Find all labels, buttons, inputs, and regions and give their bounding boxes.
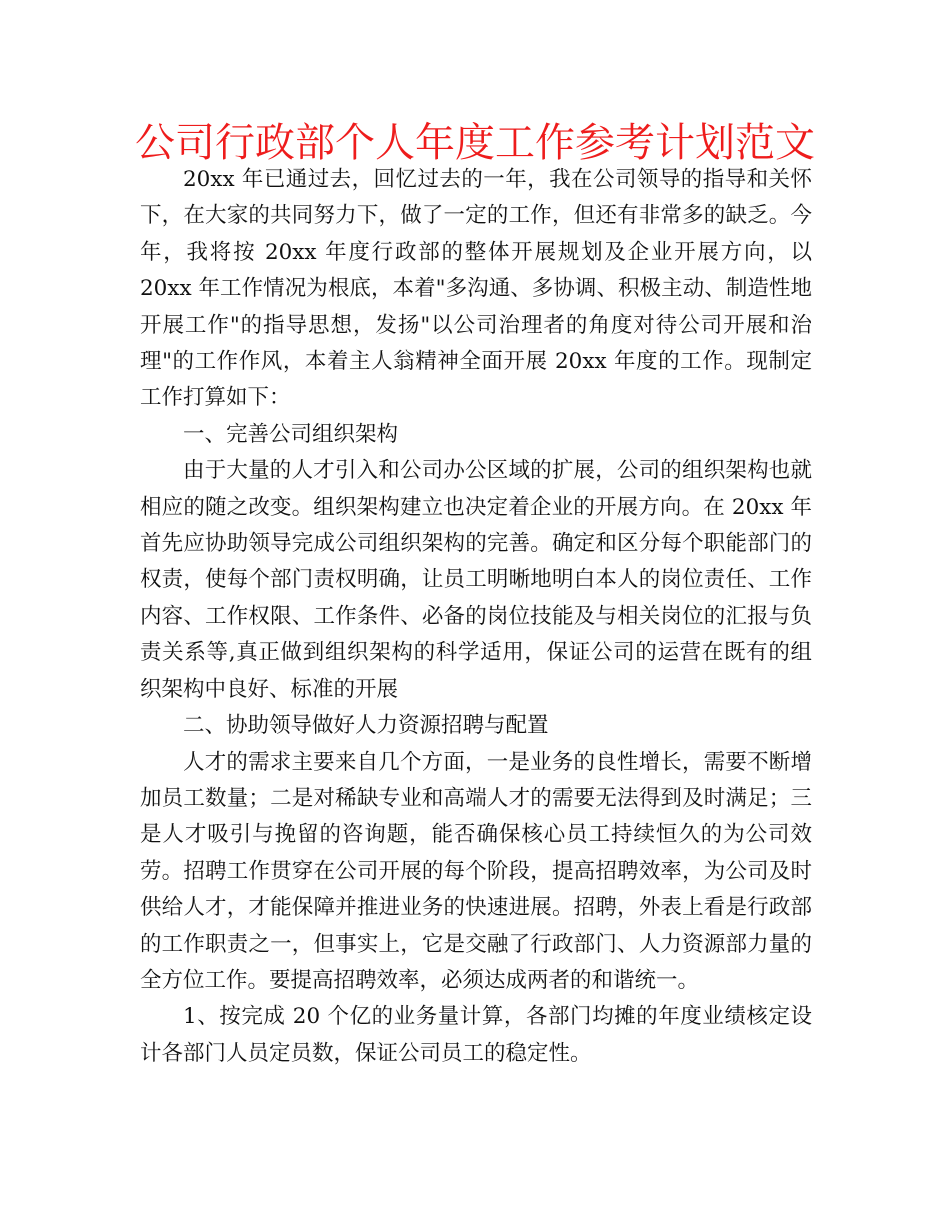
document-title: 公司行政部个人年度工作参考计划范文	[135, 120, 815, 166]
section-heading-2: 二、协助领导做好人力资源招聘与配置	[183, 713, 549, 739]
document-body	[140, 162, 812, 1072]
section-heading-1: 一、完善公司组织架构	[183, 421, 399, 447]
section-1-paragraph: 由于大量的人才引入和公司办公区域的扩展，公司的组织架构也就相应的随之改变。组织架构建立也决定着企业的开展方向。在 20xx 年首先应协助领导完成公司组织架构的完善。确定和区分每个职能部门的权责，使每个部门责权明确，让员工明晰地明白本人的岗位责任、工作内容、工作权限、工作条件、必备的岗位技能及与相关岗位的汇报与负责关系等,真正做到组织架构的科学适用，保证公司的运营在既有的组织架构中良好、标准的开展	[140, 458, 812, 702]
list-item-1-paragraph: 1、按完成 20 个亿的业务量计算，各部门均摊的年度业绩核定设计各部门人员定员数，保证公司员工的稳定性。	[140, 1004, 812, 1066]
section-2-paragraph: 人才的需求主要来自几个方面，一是业务的良性增长，需要不断增加员工数量；二是对稀缺专业和高端人才的需要无法得到及时满足；三是人才吸引与挽留的咨询题，能否确保核心员工持续恒久的为公司效劳。招聘工作贯穿在公司开展的每个阶段，提高招聘效率，为公司及时供给人才，才能保障并推进业务的快速进展。招聘，外表上看是行政部的工作职责之一，但事实上，它是交融了行政部门、人力资源部力量的全方位工作。要提高招聘效率，必须达成两者的和谐统一。	[140, 749, 812, 993]
intro-paragraph: 20xx 年已通过去，回忆过去的一年，我在公司领导的指导和关怀下，在大家的共同努力下，做了一定的工作，但还有非常多的缺乏。今年，我将按 20xx 年度行政部的整体开展规划及企业开展方向，以 20xx 年工作情况为根底，本着"多沟通、多协调、积极主动、制造性地开展工作"的指导思想，发扬"以公司治理者的角度对待公司开展和治理"的工作作风，本着主人翁精神全面开展 20xx 年度的工作。现制定工作打算如下：	[140, 167, 812, 411]
